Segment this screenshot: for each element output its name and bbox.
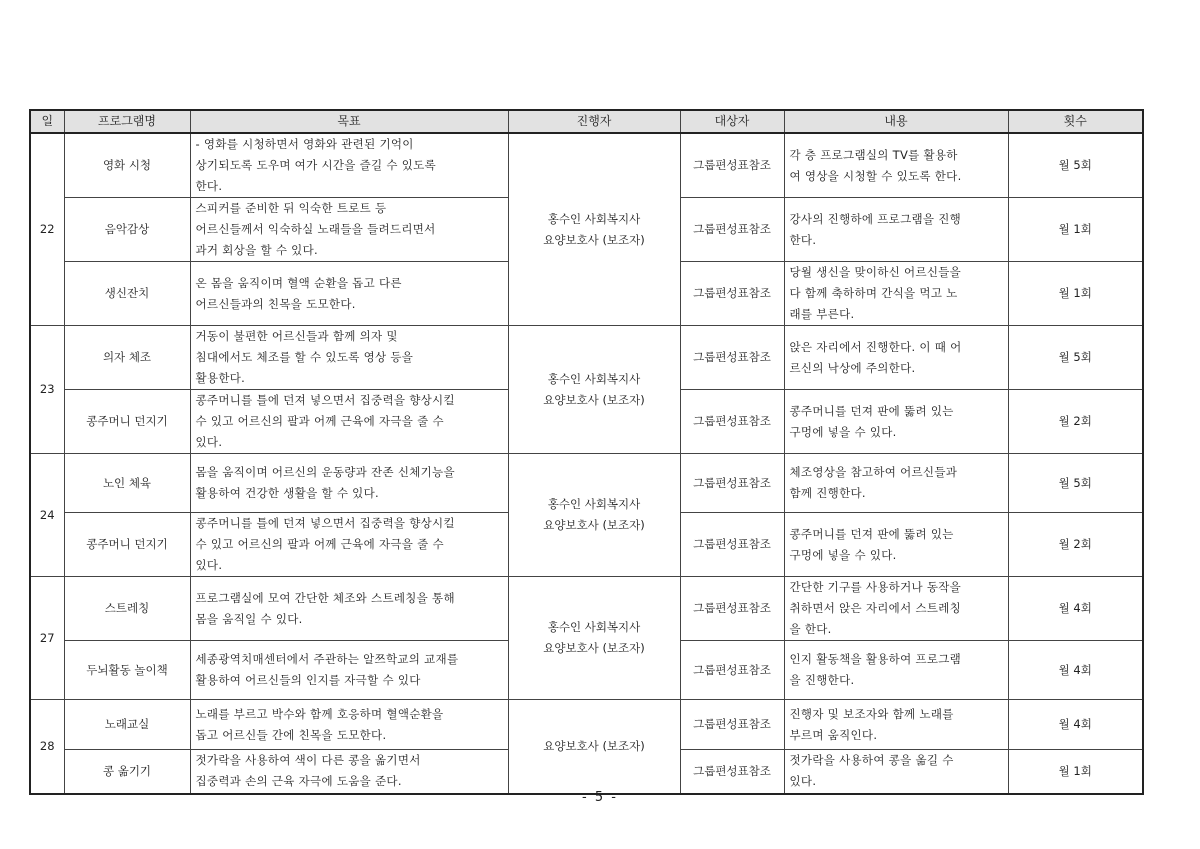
content-cell: 콩주머니를 던져 판에 뚫려 있는 구멍에 넣을 수 있다. <box>784 513 1008 577</box>
content-cell: 강사의 진행하에 프로그램을 진행 한다. <box>784 198 1008 262</box>
target-cell: 그룹편성표참조 <box>680 700 784 750</box>
goal-cell: 몸을 움직이며 어르신의 운동량과 잔존 신체기능을 활용하여 건강한 생활을 할 수 있다. <box>190 454 508 513</box>
frequency-cell: 월 4회 <box>1008 641 1143 700</box>
content-cell: 콩주머니를 던져 판에 뚫려 있는 구멍에 넣을 수 있다. <box>784 390 1008 454</box>
frequency-cell: 월 4회 <box>1008 577 1143 641</box>
content-cell: 체조영상을 참고하여 어르신들과 함께 진행한다. <box>784 454 1008 513</box>
leader-cell: 홍수인 사회복지사 요양보호사 (보조자) <box>508 577 680 700</box>
frequency-cell: 월 1회 <box>1008 262 1143 326</box>
table-row <box>30 700 1143 750</box>
day-cell: 28 <box>30 700 64 794</box>
program-name-cell: 콩 옮기기 <box>64 750 190 794</box>
program-name-cell: 의자 체조 <box>64 326 190 390</box>
program-name-cell: 노인 체육 <box>64 454 190 513</box>
goal-cell: 스피커를 준비한 뒤 익숙한 트로트 등 어르신들께서 익숙하실 노래들을 들려드리면서 과거 회상을 할 수 있다. <box>190 198 508 262</box>
goal-cell: 노래를 부르고 박수와 함께 호응하며 혈액순환을 돕고 어르신들 간에 친목을 도모한다. <box>190 700 508 750</box>
day-cell: 23 <box>30 326 64 454</box>
program-name-cell: 영화 시청 <box>64 133 190 198</box>
content-cell: 인지 활동책을 활용하여 프로그램 을 진행한다. <box>784 641 1008 700</box>
target-cell: 그룹편성표참조 <box>680 390 784 454</box>
goal-cell: 콩주머니를 틀에 던져 넣으면서 집중력을 향상시킬 수 있고 어르신의 팔과 어께 근육에 자극을 줄 수 있다. <box>190 513 508 577</box>
program-schedule-table <box>29 109 1144 795</box>
header-target: 대상자 <box>680 110 784 133</box>
leader-cell: 요양보호사 (보조자) <box>508 700 680 794</box>
target-cell: 그룹편성표참조 <box>680 198 784 262</box>
leader-cell: 홍수인 사회복지사 요양보호사 (보조자) <box>508 133 680 326</box>
frequency-cell: 월 4회 <box>1008 700 1143 750</box>
content-cell: 앉은 자리에서 진행한다. 이 때 어 르신의 낙상에 주의한다. <box>784 326 1008 390</box>
table-row <box>30 326 1143 390</box>
goal-cell: 세종광역치매센터에서 주관하는 알쯔학교의 교재를 활용하여 어르신들의 인지를 자극할 수 있다 <box>190 641 508 700</box>
frequency-cell: 월 5회 <box>1008 454 1143 513</box>
goal-cell: 거동이 불편한 어르신들과 함께 의자 및 침대에서도 체조를 할 수 있도록 영상 등을 활용한다. <box>190 326 508 390</box>
leader-cell: 홍수인 사회복지사 요양보호사 (보조자) <box>508 326 680 454</box>
frequency-cell: 월 1회 <box>1008 198 1143 262</box>
table-header-row <box>30 110 1143 133</box>
content-cell: 각 층 프로그램실의 TV를 활용하 여 영상을 시청할 수 있도록 한다. <box>784 133 1008 198</box>
target-cell: 그룹편성표참조 <box>680 326 784 390</box>
day-cell: 24 <box>30 454 64 577</box>
header-content: 내용 <box>784 110 1008 133</box>
program-name-cell: 생신잔치 <box>64 262 190 326</box>
content-cell: 당월 생신을 맞이하신 어르신들을 다 함께 축하하며 간식을 먹고 노 래를 부른다. <box>784 262 1008 326</box>
frequency-cell: 월 5회 <box>1008 326 1143 390</box>
header-program: 프로그램명 <box>64 110 190 133</box>
target-cell: 그룹편성표참조 <box>680 577 784 641</box>
frequency-cell: 월 2회 <box>1008 390 1143 454</box>
table-body <box>30 133 1143 794</box>
target-cell: 그룹편성표참조 <box>680 133 784 198</box>
goal-cell: 온 몸을 움직이며 혈액 순환을 돕고 다른 어르신들과의 친목을 도모한다. <box>190 262 508 326</box>
goal-cell: 콩주머니를 틀에 던져 넣으면서 집중력을 향상시킬 수 있고 어르신의 팔과 어께 근육에 자극을 줄 수 있다. <box>190 390 508 454</box>
page-number: - 5 - <box>582 790 618 805</box>
content-cell: 간단한 기구를 사용하거나 동작을 취하면서 앉은 자리에서 스트레칭 을 한다. <box>784 577 1008 641</box>
day-cell: 27 <box>30 577 64 700</box>
target-cell: 그룹편성표참조 <box>680 641 784 700</box>
target-cell: 그룹편성표참조 <box>680 454 784 513</box>
program-name-cell: 콩주머니 던지기 <box>64 513 190 577</box>
table-row <box>30 454 1143 513</box>
target-cell: 그룹편성표참조 <box>680 750 784 794</box>
table-row <box>30 577 1143 641</box>
table-row <box>30 133 1143 198</box>
header-leader: 진행자 <box>508 110 680 133</box>
header-frequency: 횟수 <box>1008 110 1143 133</box>
program-name-cell: 두뇌활동 놀이책 <box>64 641 190 700</box>
program-name-cell: 노래교실 <box>64 700 190 750</box>
frequency-cell: 월 5회 <box>1008 133 1143 198</box>
content-cell: 젓가락을 사용하여 콩을 옮길 수 있다. <box>784 750 1008 794</box>
leader-cell: 홍수인 사회복지사 요양보호사 (보조자) <box>508 454 680 577</box>
program-name-cell: 스트레칭 <box>64 577 190 641</box>
target-cell: 그룹편성표참조 <box>680 262 784 326</box>
header-goal: 목표 <box>190 110 508 133</box>
frequency-cell: 월 1회 <box>1008 750 1143 794</box>
program-name-cell: 음악감상 <box>64 198 190 262</box>
header-day: 일 <box>30 110 64 133</box>
frequency-cell: 월 2회 <box>1008 513 1143 577</box>
goal-cell: - 영화를 시청하면서 영화와 관련된 기억이 상기되도록 도우며 여가 시간을 즐길 수 있도록 한다. <box>190 133 508 198</box>
day-cell: 22 <box>30 133 64 326</box>
program-name-cell: 콩주머니 던지기 <box>64 390 190 454</box>
content-cell: 진행자 및 보조자와 함께 노래를 부르며 움직인다. <box>784 700 1008 750</box>
goal-cell: 젓가락을 사용하여 색이 다른 콩을 옮기면서 집중력과 손의 근육 자극에 도움을 준다. <box>190 750 508 794</box>
target-cell: 그룹편성표참조 <box>680 513 784 577</box>
goal-cell: 프로그램실에 모여 간단한 체조와 스트레칭을 통해 몸을 움직일 수 있다. <box>190 577 508 641</box>
